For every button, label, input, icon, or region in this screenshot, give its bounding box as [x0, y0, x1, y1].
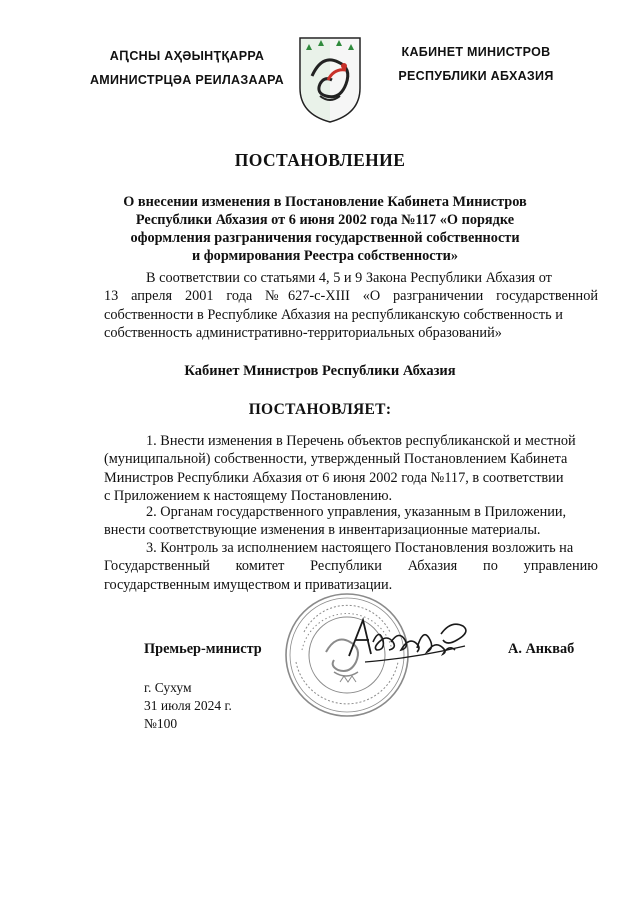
- coat-of-arms-emblem: [298, 36, 362, 124]
- header-abkhaz-title: [82, 44, 292, 92]
- document-title: ПОСТАНОВЛЕНИЕ: [234, 150, 406, 170]
- item-1-paragraph: [104, 432, 598, 505]
- signatory-name: А. Анкваб: [508, 641, 575, 657]
- signatory-position: Премьер-министр: [144, 641, 262, 657]
- handwritten-signature: [345, 612, 475, 670]
- item-2-line: внести соответствующие изменения в инвентаризационные материалы.: [104, 522, 541, 539]
- preamble-line: собственности в Республике Абхазия на республиканскую собственность и: [104, 306, 563, 323]
- item-2-paragraph: [104, 503, 598, 540]
- header-right-line-2: РЕСПУБЛИКИ АБХАЗИЯ: [398, 69, 554, 83]
- document-city: г. Сухум: [144, 680, 192, 695]
- header-left-line-2: АМИНИСТРЦӘА РЕИЛАЗААРА: [89, 73, 285, 87]
- item-3-line: государственным имуществом и приватизации.: [104, 576, 393, 593]
- item-3-line: 3. Контроль за исполнением настоящего Постановления возложить на: [146, 540, 574, 556]
- document-number: №100: [144, 716, 178, 731]
- item-3-line: Государственный комитет Республики Абхазия по управлению: [104, 558, 598, 575]
- item-1-line: 1. Внести изменения в Перечень объектов республиканской и местной: [146, 433, 576, 449]
- document-date: 31 июля 2024 г.: [144, 698, 232, 713]
- resolves-heading: ПОСТАНОВЛЯЕТ:: [248, 401, 392, 418]
- subtitle-line: и формирования Реестра собственности»: [191, 248, 459, 264]
- preamble-line: 13 апреля 2001 года №627-с-XIII «О разграничении государственной: [104, 288, 598, 305]
- item-3-paragraph: [104, 539, 598, 594]
- subtitle-line: О внесении изменения в Постановление Кабинета Министров: [123, 194, 527, 210]
- document-subtitle: [110, 193, 540, 265]
- item-1-line: с Приложением к настоящему Постановлению.: [104, 487, 393, 504]
- header-russian-title: [376, 40, 576, 88]
- preamble-line: В соответствии со статьями 4, 5 и 9 Закона Республики Абхазия от: [146, 270, 552, 286]
- item-2-line: 2. Органам государственного управления, указанным в Приложении,: [146, 504, 567, 520]
- preamble-line: собственность административно-территориальных образований»: [104, 324, 502, 341]
- subtitle-line: Республики Абхазия от 6 июня 2002 года №117 «О порядке: [135, 212, 515, 228]
- header-left-line-1: АԤСНЫ АҲӘЫНҬҚАРРА: [109, 49, 265, 63]
- header-right-line-1: КАБИНЕТ МИНИСТРОВ: [401, 45, 551, 59]
- subtitle-line: оформления разграничения государственной собственности: [130, 230, 520, 246]
- issuer-heading: Кабинет Министров Республики Абхазия: [184, 363, 456, 379]
- item-1-line: Министров Республики Абхазия от 6 июня 2002 года №117, в соответствии: [104, 469, 564, 486]
- preamble-paragraph: [104, 269, 598, 342]
- item-1-line: (муниципальной) собственности, утвержденный Постановлением Кабинета: [104, 451, 568, 468]
